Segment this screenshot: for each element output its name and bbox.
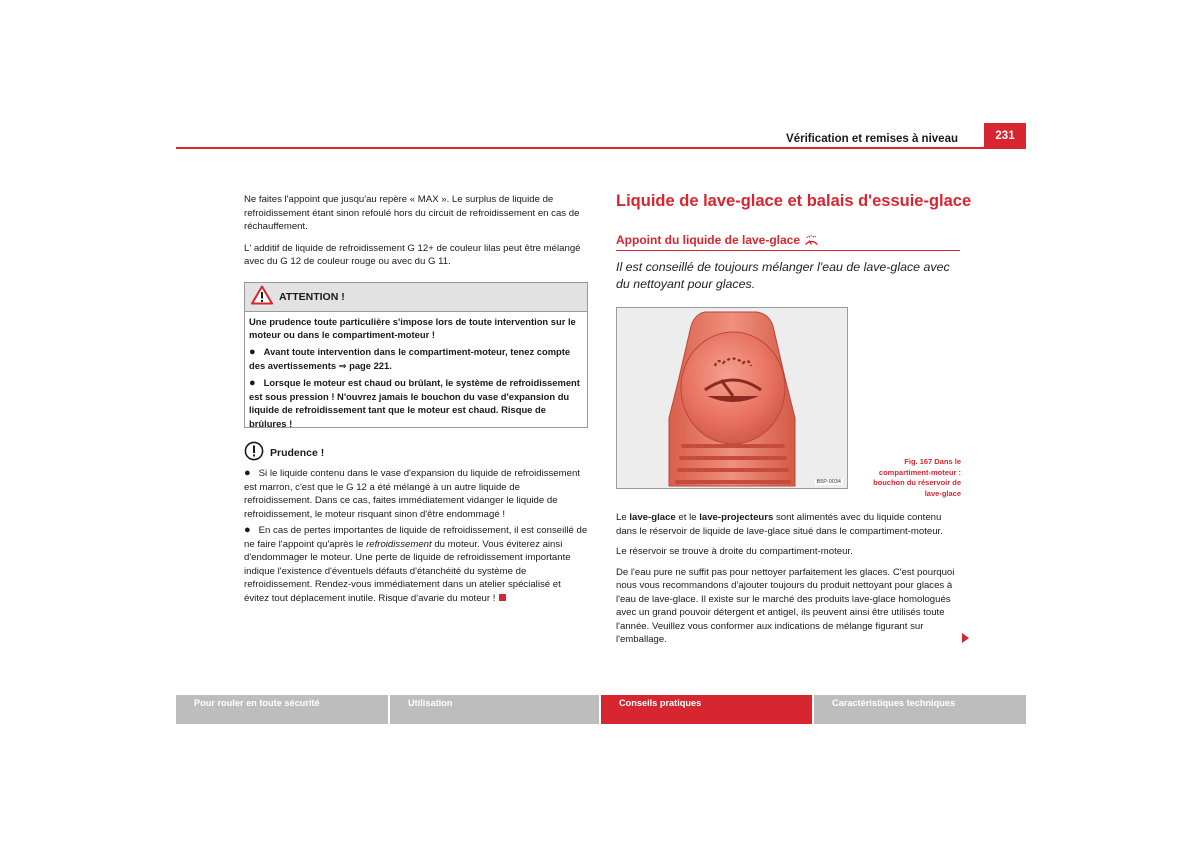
figure-washer-cap [616, 307, 848, 489]
subsection-title [616, 233, 960, 247]
running-header-title: Vérification et remises à niveau [786, 133, 958, 145]
caution-bullet-text: En cas de pertes importantes de liquide de refroidissement, il est conseillé de ne faire l'appoint qu'après le [244, 525, 588, 550]
paragraph-washer-supply [616, 511, 962, 538]
caution-body [244, 467, 588, 608]
page-number: 231 [984, 123, 1026, 149]
warning-bullet-text: Avant toute intervention dans le compartiment-moteur, tenez compte des avertissements ⇒ page 221. [249, 345, 571, 372]
caution-emphasis: refroidissement [366, 538, 432, 550]
figure-caption: Fig. 167 Dans le compartiment-moteur : bouchon du réservoir de lave-glace [873, 457, 961, 498]
paragraph-additive: L' additif de liquide de refroidissement G 12+ de couleur lilas peut être mélangé avec du G 12 de couleur rouge ou avec du G 11. [244, 242, 581, 267]
caution-bullet-text: Si le liquide contenu dans le vase d'expansion du liquide de refroidissement est marron, c'est que le G 12 a été mélangé à un autre liquide de refroidissement. Dans ce cas, faites immédiatement vidanger le liquide de refroidissement, le moteur risquant sinon d'être endommagé ! [244, 468, 580, 520]
term-lave-glace: lave-glace [629, 512, 676, 523]
warning-body [245, 312, 587, 430]
text-run: sont alimentés avec du liquide contenu dans le réservoir de liquide de lave-glace situé dans le compartiment-moteur. [616, 512, 943, 537]
warning-bullet [249, 376, 583, 431]
subsection-title-text: Appoint du liquide de lave-glace [616, 233, 801, 247]
paragraph-cleaning-product: De l'eau pure ne suffit pas pour nettoyer parfaitement les glaces. C'est pourquoi nous vous recommandons d'ajouter toujours du produit nettoyant pour glaces à l'eau de lave-glace. Il existe sur le marché des produits lave-glace homologués avec un grand pouvoir détergent et antigel, ils peuvent ainsi être utilisés toute l'année. Veuillez vous conformer aux indications de mélange figurant sur l'emballage. [616, 566, 955, 645]
figure-code: B5P-0034 [816, 479, 841, 485]
nav-tab-caracteristiques[interactable]: Caractéristiques techniques [814, 695, 1026, 724]
warning-title: ATTENTION ! [279, 291, 345, 303]
caution-header [244, 442, 584, 464]
warning-box [244, 282, 588, 428]
caution-bullet [244, 524, 588, 605]
bullet-icon: ● [249, 376, 256, 389]
bullet-icon: ● [244, 524, 251, 536]
footer-chapter-nav [176, 695, 1026, 724]
end-of-section-marker [499, 594, 506, 601]
warning-header [245, 283, 587, 312]
caution-bullet [244, 467, 588, 521]
bullet-icon: ● [244, 467, 251, 479]
washer-fluid-icon [804, 234, 819, 246]
washer-reservoir-cap-illustration [617, 308, 848, 489]
nav-tab-utilisation[interactable]: Utilisation [390, 695, 599, 724]
paragraph-max-mark: Ne faites l'appoint que jusqu'au repère « MAX ». Le surplus de liquide de refroidissement étant sinon refoulé hors du circuit de refroidissement en cas de réchauffement. [244, 194, 580, 232]
caution-title: Prudence ! [270, 447, 325, 459]
warning-bullet-text: Lorsque le moteur est chaud ou brûlant, le système de refroidissement est sous pression ! N'ouvrez jamais le bouchon du vase d'expansion du liquide de refroidissement tant que le moteur est chaud. Risque de brûlures ! [249, 376, 580, 429]
left-column [244, 193, 588, 277]
text-run: et le [675, 512, 700, 523]
paragraph-reservoir-location: Le réservoir se trouve à droite du compartiment-moteur. [616, 546, 853, 557]
section-title: Liquide de lave-glace et balais d'essuie-glace [616, 192, 972, 210]
exclamation-circle-icon [244, 441, 264, 466]
nav-tab-securite[interactable]: Pour rouler en toute sécurité [176, 695, 388, 724]
intro-italic-text: Il est conseillé de toujours mélanger l'eau de lave-glace avec du nettoyant pour glaces. [616, 260, 950, 291]
warning-bullet [249, 345, 583, 373]
nav-tab-conseils-pratiques[interactable]: Conseils pratiques [601, 695, 812, 724]
continue-arrow-icon [962, 633, 969, 643]
warning-intro: Une prudence toute particulière s'impose lors de toute intervention sur le moteur ou dans le compartiment-moteur ! [249, 316, 576, 341]
right-body-text [616, 511, 962, 654]
subsection-rule [616, 250, 960, 251]
bullet-icon: ● [249, 345, 256, 358]
text-run: Le [616, 512, 630, 523]
warning-triangle-icon [251, 285, 273, 310]
header-rule [176, 147, 984, 149]
term-lave-projecteurs: lave-projecteurs [699, 512, 774, 523]
caution-bullet-text: du moteur. Vous éviterez ainsi d'endommager le moteur. Une perte de liquide de refroidissement importante indique l'existence d'éventuels défauts d'étanchéité du système de refroidissement. Rendez-vous immédiatement dans un atelier spécialisé et évitez tout déplacement inutile. Risque d'avarie du moteur ! [244, 538, 571, 604]
